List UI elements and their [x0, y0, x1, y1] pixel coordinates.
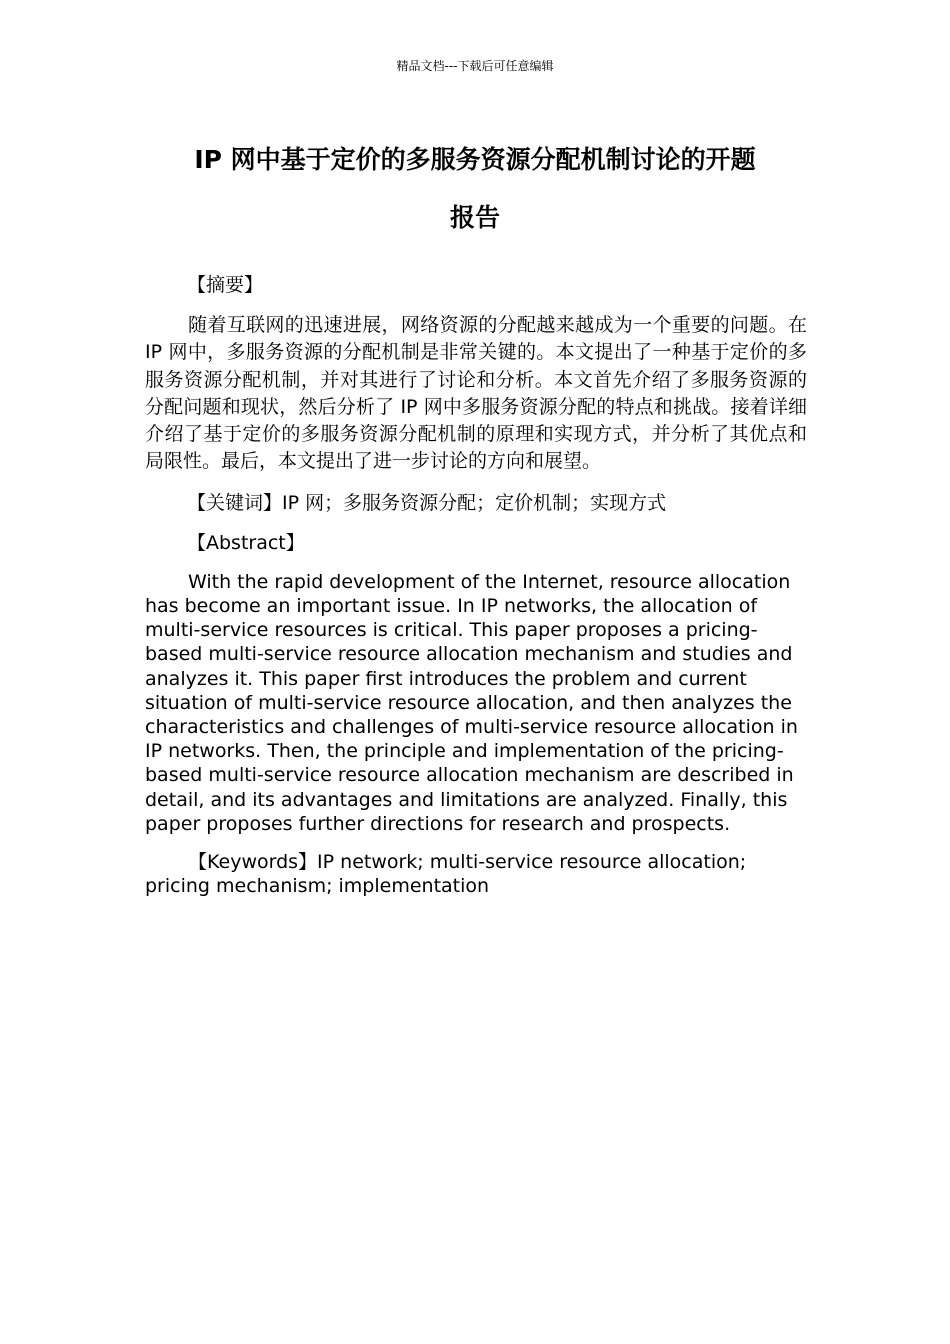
title-line-1: IP 网中基于定价的多服务资源分配机制讨论的开题: [194, 145, 756, 174]
abstract-en-paragraph: With the rapid development of the Internet, resource allocation has become an important issue. In IP networks, the allocation of multi-service resources is critical. This paper proposes a pricing-based multi-service resource allocation mechanism and studies and analyzes it. This paper first introduces the problem and current situation of multi-service resource allocation, and then analyzes the characteristics and challenges of multi-service resource allocation in IP networks. Then, the principle and implementation of the pricing-based multi-service resource allocation mechanism are described in detail, and its advantages and limitations are analyzed. Finally, this paper proposes further directions for research and prospects.: [145, 570, 798, 835]
abstract-en-label: 【Abstract】: [187, 531, 305, 554]
keywords-en: 【Keywords】IP network; multi-service resource allocation; pricing mechanism; implementation: [145, 851, 747, 898]
page-header-note: 精品文档---下载后可任意编辑: [396, 59, 554, 73]
keywords-cn: 【关键词】IP 网；多服务资源分配；定价机制；实现方式: [187, 491, 667, 514]
title-line-2: 报告: [449, 203, 500, 232]
document-body: [145, 272, 807, 912]
abstract-cn-label: 【摘要】: [187, 274, 264, 296]
document-title: [140, 131, 810, 247]
abstract-cn-paragraph: 随着互联网的迅速进展，网络资源的分配越来越成为一个重要的问题。在 IP 网中，多服务资源的分配机制是非常关键的。本文提出了一种基于定价的多服务资源分配机制，并对其进行了讨论和分析。本文首先介绍了多服务资源的分配问题和现状，然后分析了 IP 网中多服务资源分配的特点和挑战。接着详细介绍了基于定价的多服务资源分配机制的原理和实现方式，并分析了其优点和局限性。最后，本文提出了进一步讨论的方向和展望。: [145, 314, 807, 473]
